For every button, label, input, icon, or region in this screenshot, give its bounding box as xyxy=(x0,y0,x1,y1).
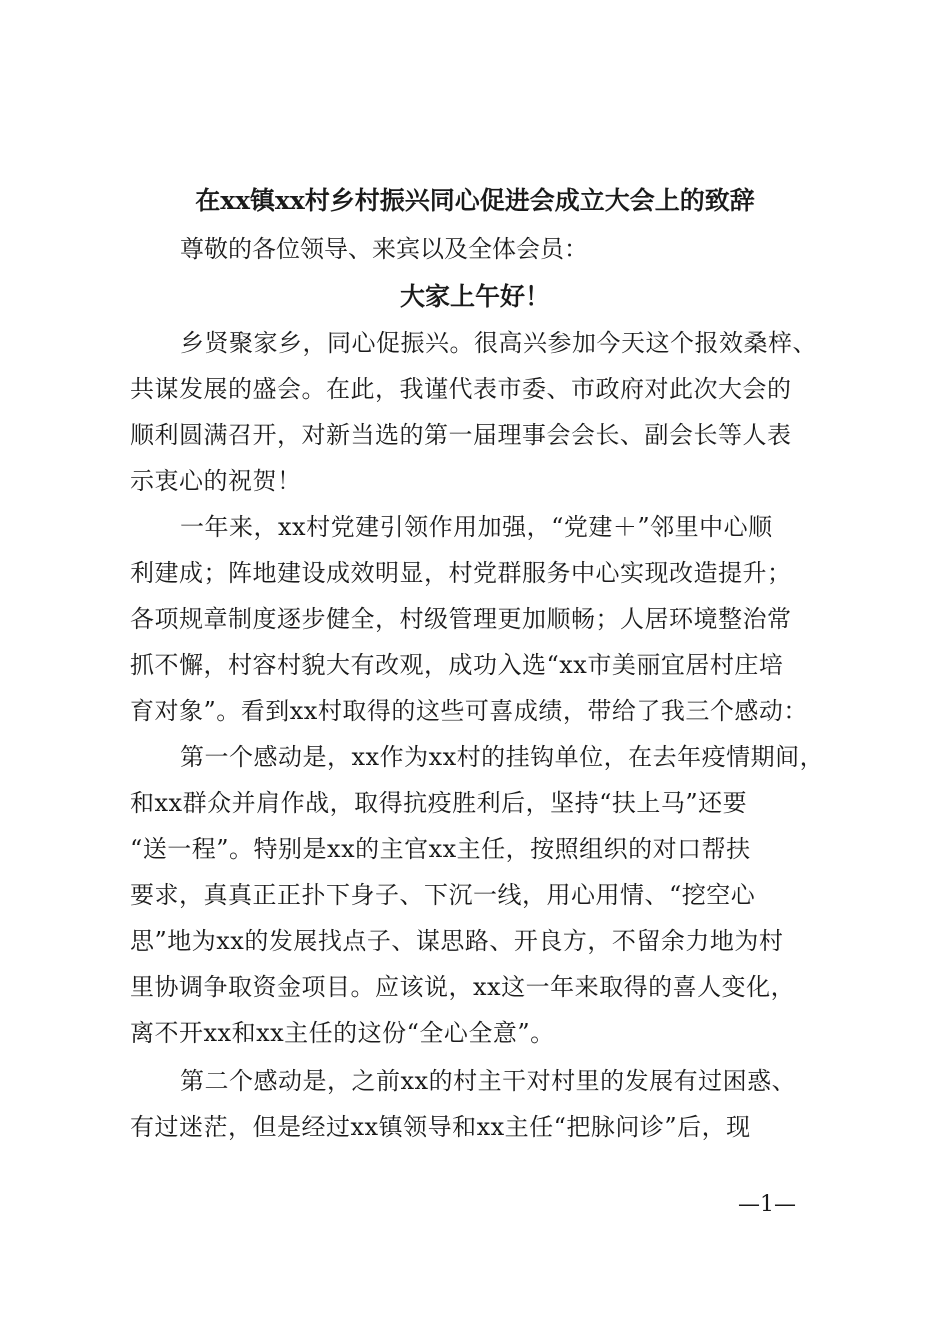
paragraph-line: 和xx群众并肩作战，取得抗疫胜利后，坚持“扶上马”还要 xyxy=(130,789,748,817)
paragraph-line: 抓不懈，村容村貌大有改观，成功入选“xx市美丽宜居村庄培 xyxy=(130,651,784,679)
paragraph-line: 利建成；阵地建设成效明显，村党群服务中心实现改造提升； xyxy=(130,559,792,587)
paragraph-line: 示衷心的祝贺！ xyxy=(130,467,302,495)
paragraph-line: 乡贤聚家乡，同心促振兴。很高兴参加今天这个报效桑梓、 xyxy=(180,329,817,357)
paragraph-line: 要求，真真正正扑下身子、下沉一线，用心用情、“挖空心 xyxy=(130,881,756,909)
paragraph-line: 顺利圆满召开，对新当选的第一届理事会会长、副会长等人表 xyxy=(130,421,792,449)
page-number: —1— xyxy=(738,1192,796,1217)
paragraph-line: 各项规章制度逐步健全，村级管理更加顺畅；人居环境整治常 xyxy=(130,605,792,633)
greeting-line: 尊敬的各位领导、来宾以及全体会员： xyxy=(180,235,588,263)
paragraph-line: 一年来，xx村党建引领作用加强，“党建＋”邻里中心顺 xyxy=(180,513,773,541)
paragraph-line: 里协调争取资金项目。应该说，xx这一年来取得的喜人变化， xyxy=(130,973,796,1001)
paragraph-line: 第一个感动是，xx作为xx村的挂钩单位，在去年疫情期间， xyxy=(180,743,825,771)
paragraph-line: 有过迷茫，但是经过xx镇领导和xx主任“把脉问诊”后，现 xyxy=(130,1113,751,1141)
paragraph-line: 离不开xx和xx主任的这份“全心全意”。 xyxy=(130,1019,555,1047)
paragraph-line: 思”地为xx的发展找点子、谋思路、开良方，不留余力地为村 xyxy=(130,927,784,955)
paragraph-line: 第二个感动是，之前xx的村主干对村里的发展有过困惑、 xyxy=(180,1067,797,1095)
document-title: 在xx镇xx村乡村振兴同心促进会成立大会上的致辞 xyxy=(195,186,755,215)
salute-line: 大家上午好！ xyxy=(399,282,550,311)
paragraph-line: “送一程”。特别是xx的主官xx主任，按照组织的对口帮扶 xyxy=(130,835,751,863)
paragraph-line: 共谋发展的盛会。在此，我谨代表市委、市政府对此次大会的 xyxy=(130,375,792,403)
paragraph-line: 育对象”。看到xx村取得的这些可喜成绩，带给了我三个感动： xyxy=(130,697,808,725)
